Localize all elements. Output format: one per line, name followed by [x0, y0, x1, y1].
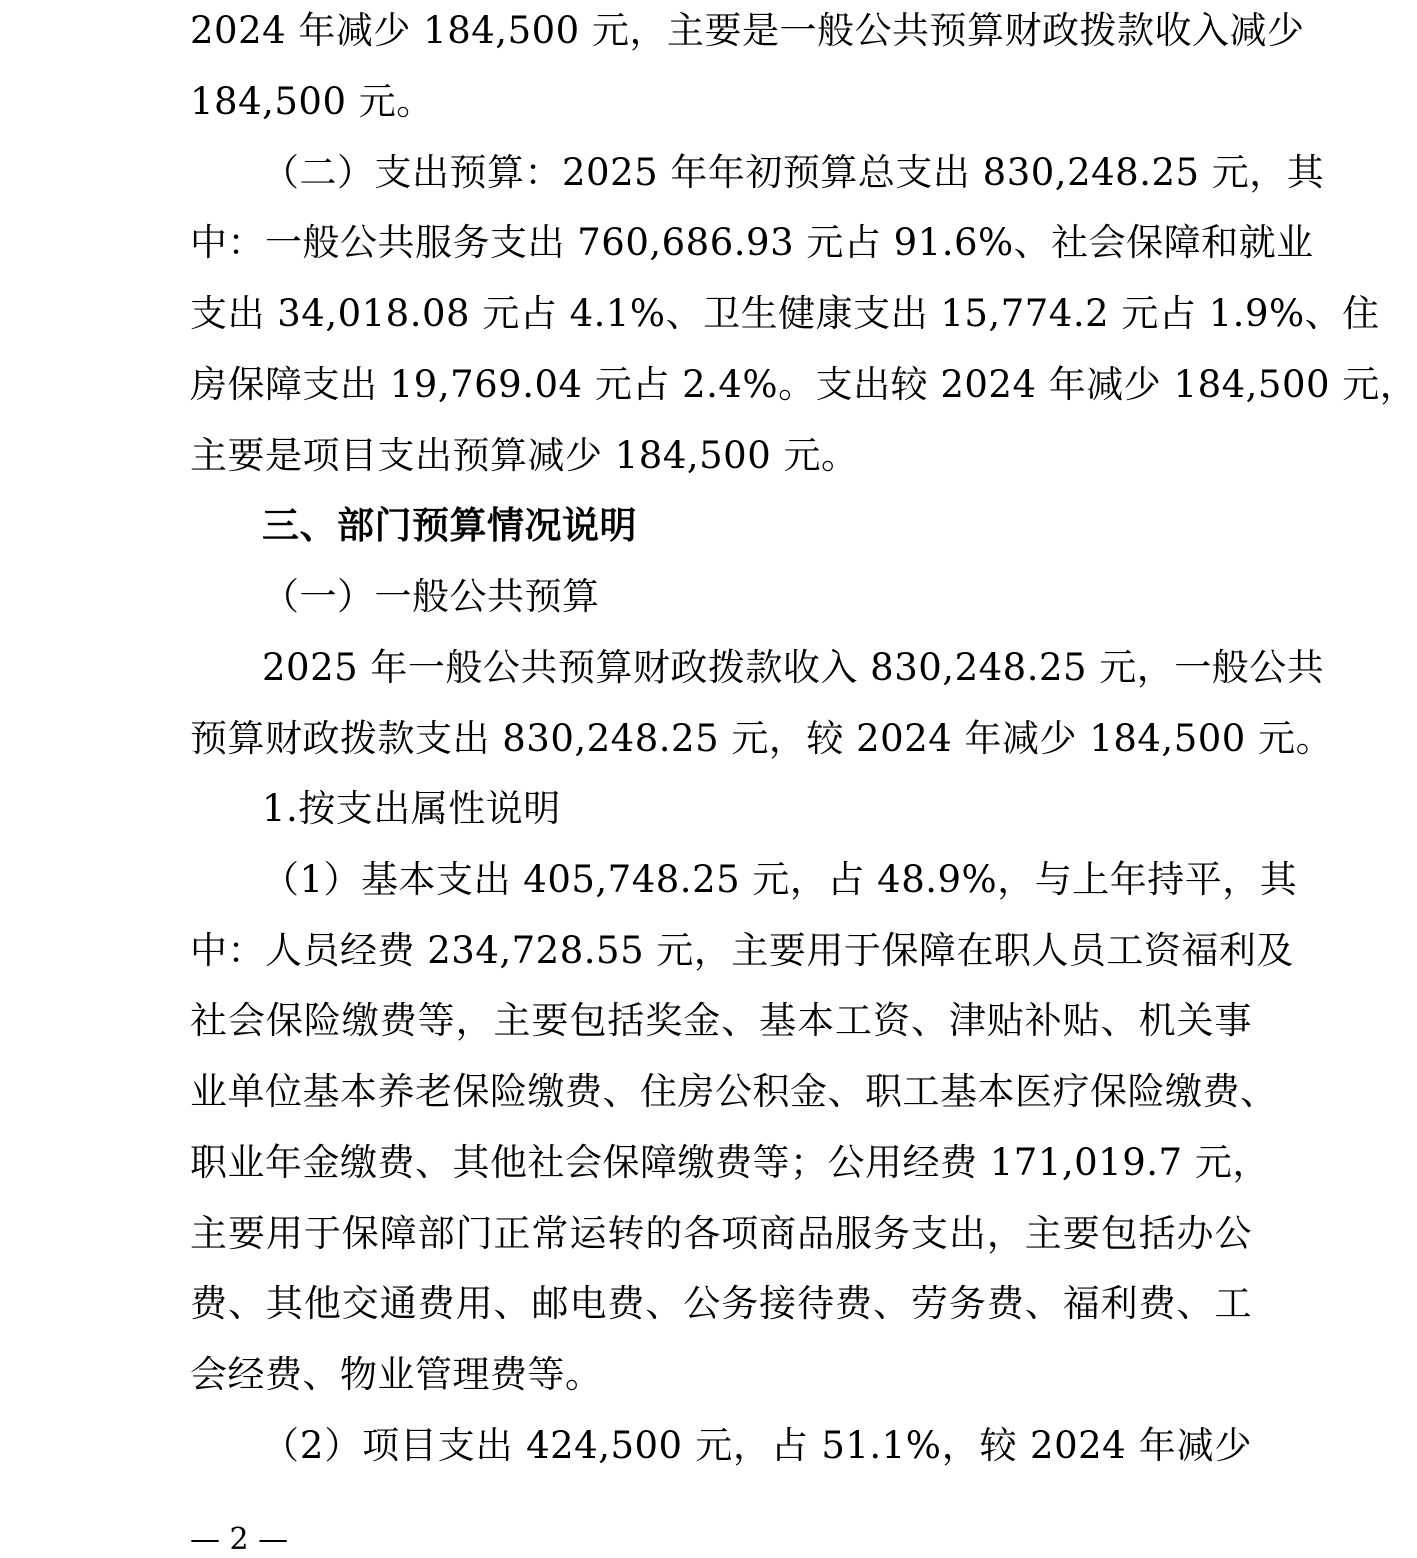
- text-line: 中：人员经费 234,728.55 元，主要用于保障在职人员工资福利及: [190, 929, 1294, 972]
- text-line: 2025 年一般公共预算财政拨款收入 830,248.25 元，一般公共: [262, 646, 1325, 689]
- text-line: 184,500 元。: [190, 80, 434, 123]
- text-line: （2）项目支出 424,500 元，占 51.1%，较 2024 年减少: [262, 1424, 1252, 1467]
- text-line: 中：一般公共服务支出 760,686.93 元占 91.6%、社会保障和就业: [190, 221, 1314, 264]
- section-paragraph-expenditure: （二）支出预算：2025 年年初预算总支出 830,248.25 元，其: [262, 151, 1325, 194]
- text-line: （1）基本支出 405,748.25 元，占 48.9%，与上年持平，其: [262, 858, 1298, 901]
- text-line: 主要用于保障部门正常运转的各项商品服务支出，主要包括办公: [190, 1212, 1252, 1255]
- text-line: 职业年金缴费、其他社会保障缴费等；公用经费 171,019.7 元，: [190, 1141, 1270, 1184]
- section-heading: 三、部门预算情况说明: [262, 504, 637, 547]
- text-line: 费、其他交通费用、邮电费、公务接待费、劳务费、福利费、工: [190, 1282, 1252, 1325]
- text-line: 主要是项目支出预算减少 184,500 元。: [190, 434, 859, 477]
- page-number: — 2 —: [190, 1522, 289, 1557]
- item-heading: 1.按支出属性说明: [262, 787, 561, 830]
- subsection-heading: （一）一般公共预算: [262, 575, 600, 618]
- text-line: 会经费、物业管理费等。: [190, 1353, 603, 1396]
- text-line: 预算财政拨款支出 830,248.25 元，较 2024 年减少 184,500 元。: [190, 717, 1334, 760]
- text-line: 社会保险缴费等，主要包括奖金、基本工资、津贴补贴、机关事: [190, 999, 1252, 1042]
- text-line: 房保障支出 19,769.04 元占 2.4%。支出较 2024 年减少 184,500 元，: [190, 363, 1417, 406]
- text-line: 2024 年减少 184,500 元，主要是一般公共预算财政拨款收入减少: [190, 9, 1305, 52]
- text-line: 业单位基本养老保险缴费、住房公积金、职工基本医疗保险缴费、: [190, 1070, 1278, 1113]
- text-line: 支出 34,018.08 元占 4.1%、卫生健康支出 15,774.2 元占 1.9%、住: [190, 292, 1380, 335]
